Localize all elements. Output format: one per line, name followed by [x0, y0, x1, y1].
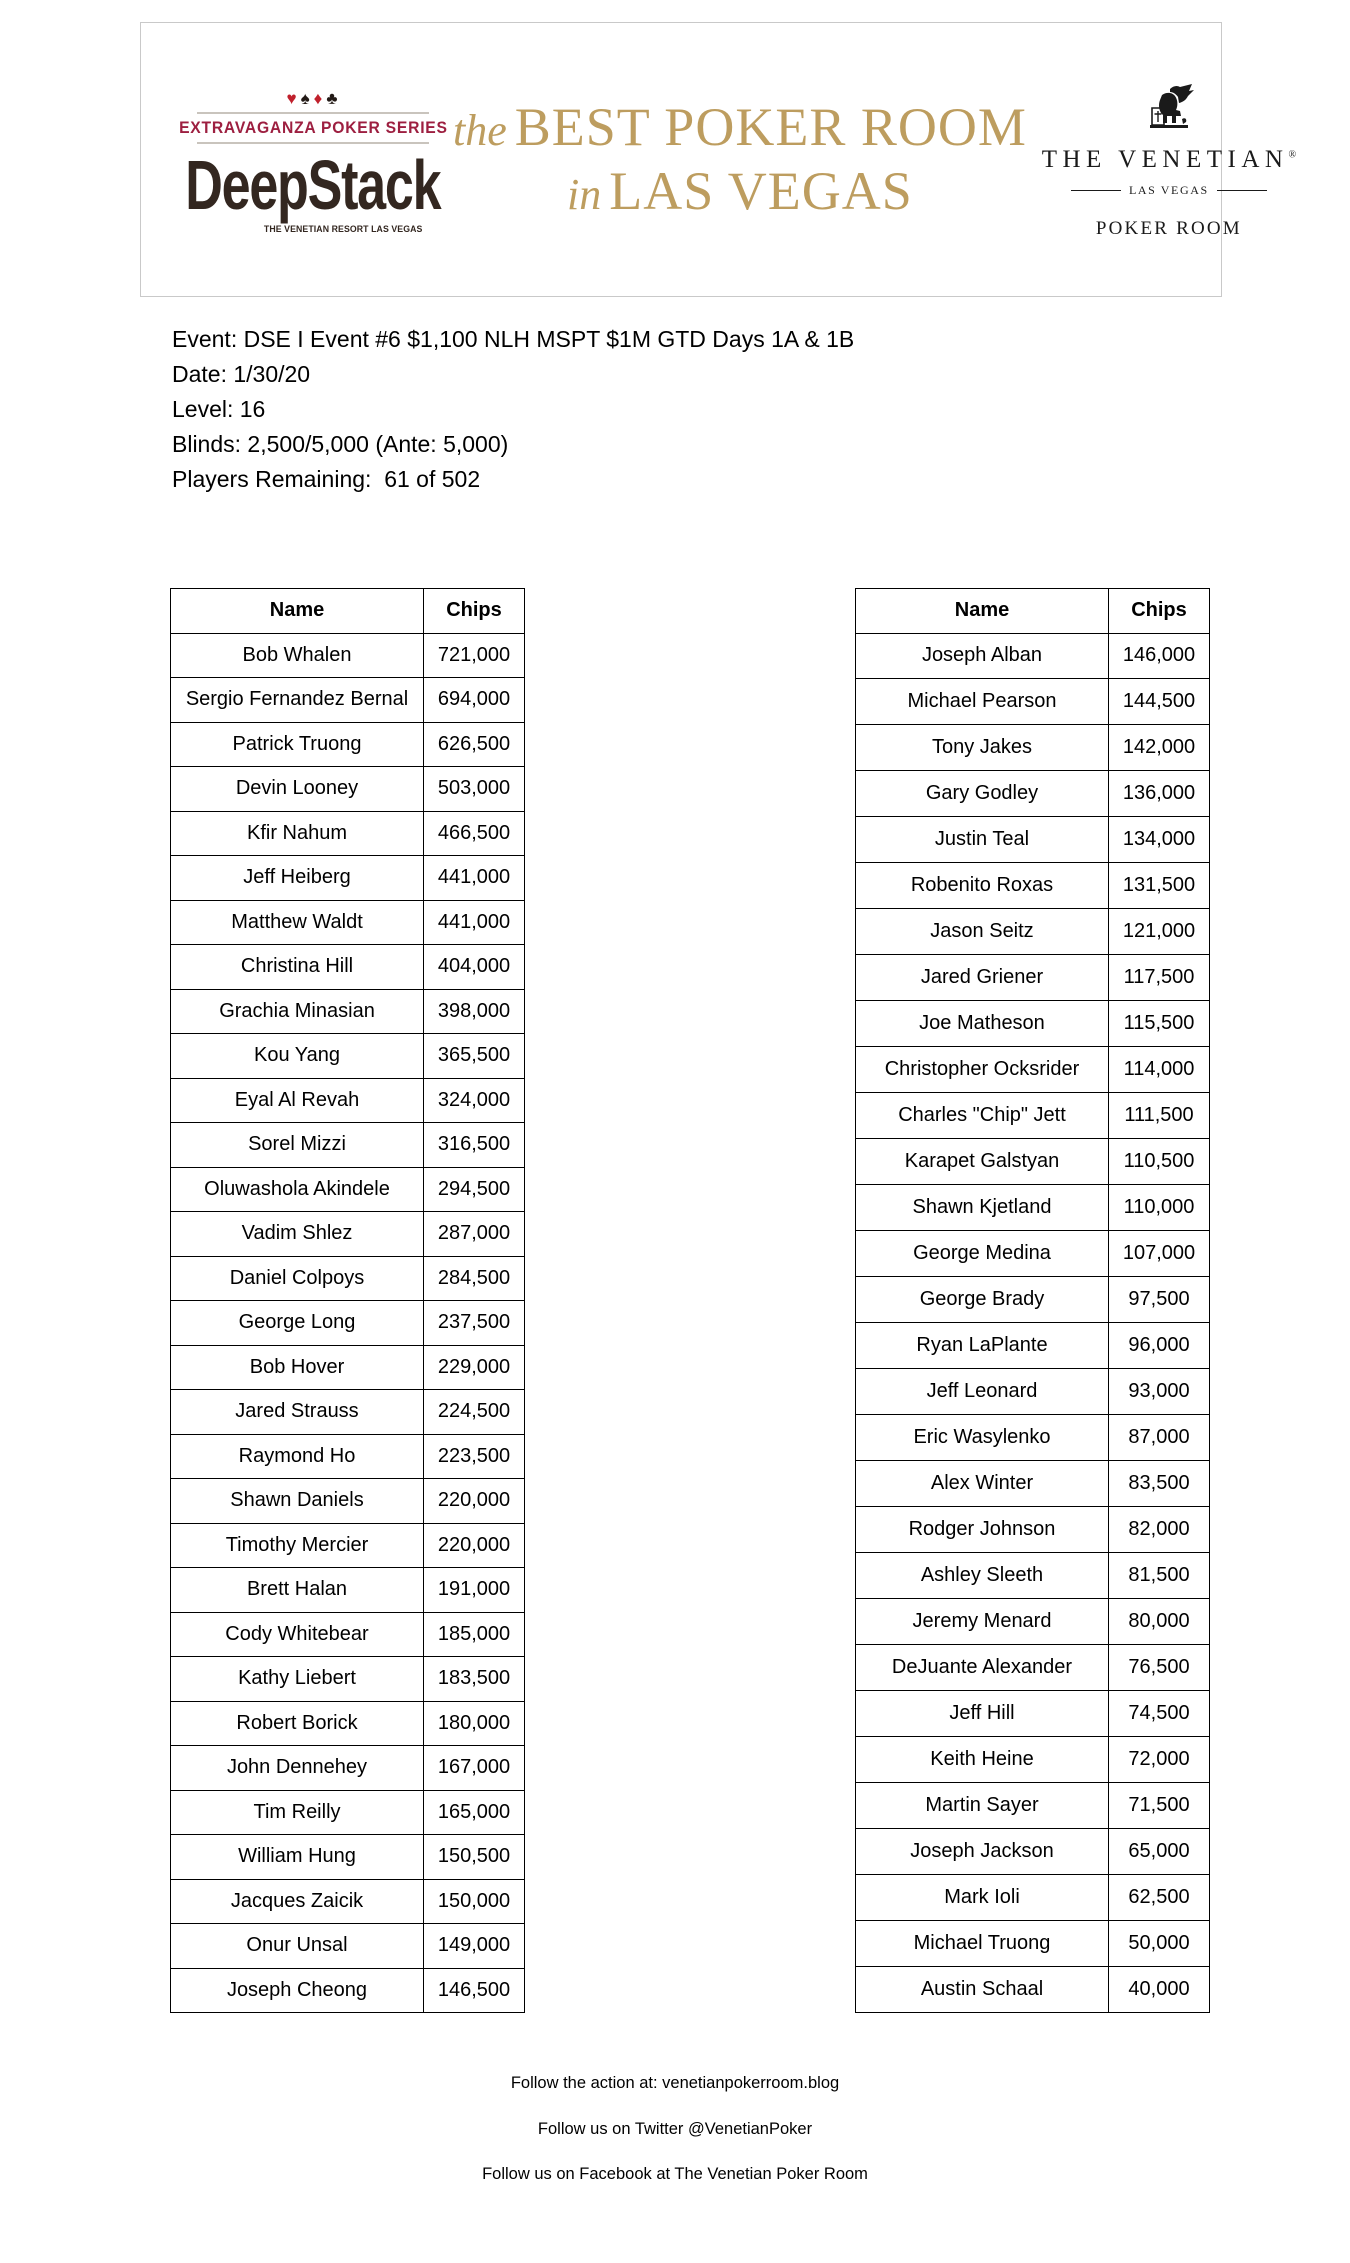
- table-row: [856, 817, 1210, 863]
- tagline-line-1: BEST POKER ROOM: [514, 97, 1027, 158]
- player-chips-cell: 165,000: [424, 1790, 525, 1835]
- table-row: [171, 1968, 525, 2013]
- player-chips-cell: 191,000: [424, 1568, 525, 1613]
- table-row: [856, 1277, 1210, 1323]
- player-chips-cell: 284,500: [424, 1256, 525, 1301]
- table-row: [171, 722, 525, 767]
- table-row: [171, 1657, 525, 1702]
- table-row: [856, 725, 1210, 771]
- winged-lion-icon: [1140, 83, 1198, 136]
- player-name-cell: Charles "Chip" Jett: [856, 1093, 1109, 1139]
- player-chips-cell: 150,500: [424, 1835, 525, 1880]
- player-chips-cell: 324,000: [424, 1078, 525, 1123]
- table-row: [856, 1828, 1210, 1874]
- table-row: [856, 1552, 1210, 1598]
- venetian-location: LAS VEGAS: [1128, 183, 1209, 197]
- player-chips-cell: 107,000: [1109, 1231, 1210, 1277]
- player-chips-cell: 146,500: [424, 1968, 525, 2013]
- table-row: [171, 1167, 525, 1212]
- player-name-cell: Jacques Zaicik: [171, 1879, 424, 1924]
- player-chips-cell: 220,000: [424, 1479, 525, 1524]
- table-row: [171, 1835, 525, 1880]
- player-name-cell: Kfir Nahum: [171, 811, 424, 856]
- player-name-cell: Matthew Waldt: [171, 900, 424, 945]
- player-chips-cell: 224,500: [424, 1390, 525, 1435]
- player-chips-cell: 87,000: [1109, 1414, 1210, 1460]
- table-row: [856, 1460, 1210, 1506]
- footer-blog-line: Follow the action at: venetianpokerroom.blog: [510, 2074, 840, 2092]
- player-chips-cell: 220,000: [424, 1523, 525, 1568]
- player-chips-cell: 80,000: [1109, 1598, 1210, 1644]
- table-row: [856, 679, 1210, 725]
- player-name-cell: Daniel Colpoys: [171, 1256, 424, 1301]
- player-name-cell: Ashley Sleeth: [856, 1552, 1109, 1598]
- table-header-row: [171, 589, 525, 634]
- player-name-cell: Joseph Alban: [856, 633, 1109, 679]
- player-chips-cell: 150,000: [424, 1879, 525, 1924]
- player-name-cell: Sorel Mizzi: [171, 1123, 424, 1168]
- player-name-cell: Shawn Kjetland: [856, 1185, 1109, 1231]
- table-row: [856, 1001, 1210, 1047]
- player-name-cell: Patrick Truong: [171, 722, 424, 767]
- tagline-script-the: the: [453, 106, 507, 156]
- player-chips-cell: 136,000: [1109, 771, 1210, 817]
- venetian-name: THE VENETIAN®: [1041, 146, 1297, 173]
- deepstack-wordmark: DeepStack: [185, 148, 441, 226]
- table-row: [171, 1212, 525, 1257]
- player-name-cell: Rodger Johnson: [856, 1506, 1109, 1552]
- player-chips-cell: 62,500: [1109, 1874, 1210, 1920]
- player-chips-cell: 167,000: [424, 1746, 525, 1791]
- table-header-row: [856, 589, 1210, 634]
- player-chips-cell: 121,000: [1109, 909, 1210, 955]
- player-chips-cell: 185,000: [424, 1612, 525, 1657]
- player-chips-cell: 81,500: [1109, 1552, 1210, 1598]
- footer-links: [0, 2075, 1350, 2212]
- player-name-cell: Timothy Mercier: [171, 1523, 424, 1568]
- player-name-cell: Jeff Leonard: [856, 1369, 1109, 1415]
- player-name-cell: Raymond Ho: [171, 1434, 424, 1479]
- player-name-cell: Robert Borick: [171, 1701, 424, 1746]
- player-chips-cell: 50,000: [1109, 1920, 1210, 1966]
- table-row: [171, 1879, 525, 1924]
- player-name-cell: Mark Ioli: [856, 1874, 1109, 1920]
- player-name-cell: Bob Hover: [171, 1345, 424, 1390]
- table-row: [856, 1920, 1210, 1966]
- player-name-cell: Michael Pearson: [856, 679, 1109, 725]
- player-chips-cell: 466,500: [424, 811, 525, 856]
- table-row: [856, 1782, 1210, 1828]
- player-chips-cell: 237,500: [424, 1301, 525, 1346]
- player-chips-cell: 287,000: [424, 1212, 525, 1257]
- event-level: Level: 16: [172, 395, 266, 422]
- table-row: [856, 1506, 1210, 1552]
- footer-twitter-line: Follow us on Twitter @VenetianPoker: [537, 2119, 813, 2138]
- table-row: [856, 1414, 1210, 1460]
- player-name-cell: Cody Whitebear: [171, 1612, 424, 1657]
- player-name-cell: Sergio Fernandez Bernal: [171, 678, 424, 723]
- deepstack-series-label: EXTRAVAGANZA POKER SERIES: [178, 119, 448, 138]
- player-name-cell: DeJuante Alexander: [856, 1644, 1109, 1690]
- club-icon: ♣: [326, 89, 340, 109]
- venetian-location-row: [1051, 183, 1287, 198]
- player-chips-cell: 97,500: [1109, 1277, 1210, 1323]
- table-row: [171, 900, 525, 945]
- player-name-cell: George Medina: [856, 1231, 1109, 1277]
- best-poker-room-tagline: [429, 98, 1051, 221]
- player-chips-cell: 294,500: [424, 1167, 525, 1212]
- table-row: [856, 1598, 1210, 1644]
- player-name-cell: Keith Heine: [856, 1736, 1109, 1782]
- player-chips-cell: 114,000: [1109, 1047, 1210, 1093]
- player-name-cell: Jason Seitz: [856, 909, 1109, 955]
- player-chips-cell: 223,500: [424, 1434, 525, 1479]
- player-name-cell: Gary Godley: [856, 771, 1109, 817]
- table-body-left: [171, 633, 525, 2013]
- player-chips-cell: 110,000: [1109, 1185, 1210, 1231]
- event-blinds: Blinds: 2,500/5,000 (Ante: 5,000): [172, 430, 509, 457]
- player-chips-cell: 316,500: [424, 1123, 525, 1168]
- player-name-cell: Austin Schaal: [856, 1966, 1109, 2012]
- chip-count-table-left: [170, 588, 525, 2013]
- player-chips-cell: 503,000: [424, 767, 525, 812]
- player-name-cell: Onur Unsal: [171, 1924, 424, 1969]
- player-chips-cell: 96,000: [1109, 1323, 1210, 1369]
- table-row: [171, 1390, 525, 1435]
- player-name-cell: Grachia Minasian: [171, 989, 424, 1034]
- table-row: [171, 1746, 525, 1791]
- player-name-cell: Brett Halan: [171, 1568, 424, 1613]
- tagline-script-in: in: [567, 169, 602, 219]
- player-name-cell: Jeremy Menard: [856, 1598, 1109, 1644]
- table-row: [171, 1034, 525, 1079]
- player-name-cell: Jeff Hill: [856, 1690, 1109, 1736]
- column-header-chips: Chips: [1109, 589, 1210, 634]
- table-row: [171, 1301, 525, 1346]
- player-chips-cell: 40,000: [1109, 1966, 1210, 2012]
- player-name-cell: Ryan LaPlante: [856, 1323, 1109, 1369]
- table-row: [171, 1479, 525, 1524]
- table-row: [856, 1139, 1210, 1185]
- table-row: [171, 856, 525, 901]
- table-row: [171, 1790, 525, 1835]
- table-row: [171, 811, 525, 856]
- player-chips-cell: 134,000: [1109, 817, 1210, 863]
- table-row: [171, 1078, 525, 1123]
- table-row: [856, 909, 1210, 955]
- player-name-cell: Martin Sayer: [856, 1782, 1109, 1828]
- player-chips-cell: 71,500: [1109, 1782, 1210, 1828]
- player-name-cell: Karapet Galstyan: [856, 1139, 1109, 1185]
- column-header-chips: Chips: [424, 589, 525, 634]
- table-row: [856, 633, 1210, 679]
- table-row: [171, 1924, 525, 1969]
- tagline-line-2: LAS VEGAS: [609, 160, 913, 221]
- table-row: [171, 633, 525, 678]
- player-name-cell: Christopher Ocksrider: [856, 1047, 1109, 1093]
- table-row: [171, 945, 525, 990]
- diamond-icon: ♦: [313, 89, 325, 109]
- table-body-right: [856, 633, 1210, 2013]
- table-row: [856, 1369, 1210, 1415]
- heart-icon: ♥: [286, 89, 299, 109]
- player-name-cell: Tim Reilly: [171, 1790, 424, 1835]
- table-row: [856, 1736, 1210, 1782]
- player-chips-cell: 183,500: [424, 1657, 525, 1702]
- deepstack-logo: [178, 84, 448, 235]
- player-name-cell: Vadim Shlez: [171, 1212, 424, 1257]
- player-chips-cell: 131,500: [1109, 863, 1210, 909]
- player-name-cell: Joe Matheson: [856, 1001, 1109, 1047]
- player-chips-cell: 146,000: [1109, 633, 1210, 679]
- column-header-name: Name: [171, 589, 424, 634]
- player-chips-cell: 626,500: [424, 722, 525, 767]
- player-chips-cell: 229,000: [424, 1345, 525, 1390]
- player-name-cell: Robenito Roxas: [856, 863, 1109, 909]
- table-row: [171, 1434, 525, 1479]
- player-name-cell: Christina Hill: [171, 945, 424, 990]
- player-name-cell: Jared Griener: [856, 955, 1109, 1001]
- table-row: [856, 1093, 1210, 1139]
- player-chips-cell: 65,000: [1109, 1828, 1210, 1874]
- event-date: Date: 1/30/20: [172, 360, 311, 387]
- table-row: [856, 1047, 1210, 1093]
- player-name-cell: Kathy Liebert: [171, 1657, 424, 1702]
- card-suits-row: [287, 90, 340, 107]
- table-row: [856, 1690, 1210, 1736]
- table-row: [171, 1523, 525, 1568]
- event-name: Event: DSE I Event #6 $1,100 NLH MSPT $1M GTD Days 1A & 1B: [172, 326, 855, 352]
- player-chips-cell: 72,000: [1109, 1736, 1210, 1782]
- player-name-cell: Kou Yang: [171, 1034, 424, 1079]
- column-header-name: Name: [856, 589, 1109, 634]
- spade-icon: ♠: [300, 89, 312, 109]
- table-row: [171, 678, 525, 723]
- player-name-cell: Bob Whalen: [171, 633, 424, 678]
- player-name-cell: Eyal Al Revah: [171, 1078, 424, 1123]
- player-chips-cell: 111,500: [1109, 1093, 1210, 1139]
- event-info-block: [172, 322, 854, 497]
- player-chips-cell: 180,000: [424, 1701, 525, 1746]
- player-chips-cell: 398,000: [424, 989, 525, 1034]
- table-row: [856, 771, 1210, 817]
- chip-count-table-right: [855, 588, 1210, 2013]
- player-chips-cell: 76,500: [1109, 1644, 1210, 1690]
- venetian-department: POKER ROOM: [1095, 218, 1242, 239]
- player-chips-cell: 74,500: [1109, 1690, 1210, 1736]
- venetian-logo: [1041, 79, 1297, 240]
- table-row: [171, 1345, 525, 1390]
- player-chips-cell: 117,500: [1109, 955, 1210, 1001]
- player-name-cell: Justin Teal: [856, 817, 1109, 863]
- player-chips-cell: 149,000: [424, 1924, 525, 1969]
- rule-right: [1217, 190, 1267, 191]
- player-chips-cell: 441,000: [424, 900, 525, 945]
- chip-count-tables: [170, 588, 1210, 2013]
- table-row: [171, 1612, 525, 1657]
- player-chips-cell: 142,000: [1109, 725, 1210, 771]
- player-chips-cell: 365,500: [424, 1034, 525, 1079]
- player-chips-cell: 144,500: [1109, 679, 1210, 725]
- player-name-cell: Joseph Jackson: [856, 1828, 1109, 1874]
- player-name-cell: Jeff Heiberg: [171, 856, 424, 901]
- table-row: [856, 1231, 1210, 1277]
- player-name-cell: John Dennehey: [171, 1746, 424, 1791]
- player-chips-cell: 721,000: [424, 633, 525, 678]
- player-name-cell: Shawn Daniels: [171, 1479, 424, 1524]
- player-name-cell: Devin Looney: [171, 767, 424, 812]
- header-banner: [140, 22, 1297, 297]
- player-name-cell: Oluwashola Akindele: [171, 1167, 424, 1212]
- players-remaining: Players Remaining: 61 of 502: [172, 465, 481, 492]
- table-row: [856, 1185, 1210, 1231]
- table-row: [171, 1123, 525, 1168]
- deepstack-sub-label: THE VENETIAN RESORT LAS VEGAS: [263, 223, 423, 235]
- player-name-cell: Eric Wasylenko: [856, 1414, 1109, 1460]
- table-row: [856, 863, 1210, 909]
- table-row: [171, 989, 525, 1034]
- player-chips-cell: 83,500: [1109, 1460, 1210, 1506]
- table-row: [856, 1323, 1210, 1369]
- registered-mark: ®: [1288, 149, 1297, 161]
- player-chips-cell: 404,000: [424, 945, 525, 990]
- player-name-cell: Alex Winter: [856, 1460, 1109, 1506]
- table-row: [856, 1874, 1210, 1920]
- table-row: [171, 767, 525, 812]
- player-name-cell: Joseph Cheong: [171, 1968, 424, 2013]
- player-chips-cell: 93,000: [1109, 1369, 1210, 1415]
- table-row: [856, 955, 1210, 1001]
- table-row: [171, 1256, 525, 1301]
- logo-divider-bottom: [197, 142, 429, 144]
- player-chips-cell: 115,500: [1109, 1001, 1210, 1047]
- table-row: [856, 1966, 1210, 2012]
- player-chips-cell: 441,000: [424, 856, 525, 901]
- player-chips-cell: 82,000: [1109, 1506, 1210, 1552]
- player-name-cell: Tony Jakes: [856, 725, 1109, 771]
- player-name-cell: Michael Truong: [856, 1920, 1109, 1966]
- player-chips-cell: 694,000: [424, 678, 525, 723]
- player-name-cell: William Hung: [171, 1835, 424, 1880]
- player-name-cell: George Brady: [856, 1277, 1109, 1323]
- table-row: [856, 1644, 1210, 1690]
- player-name-cell: George Long: [171, 1301, 424, 1346]
- rule-left: [1071, 190, 1121, 191]
- table-row: [171, 1568, 525, 1613]
- footer-facebook-line: Follow us on Facebook at The Venetian Poker Room: [482, 2165, 868, 2183]
- player-chips-cell: 110,500: [1109, 1139, 1210, 1185]
- player-name-cell: Jared Strauss: [171, 1390, 424, 1435]
- table-row: [171, 1701, 525, 1746]
